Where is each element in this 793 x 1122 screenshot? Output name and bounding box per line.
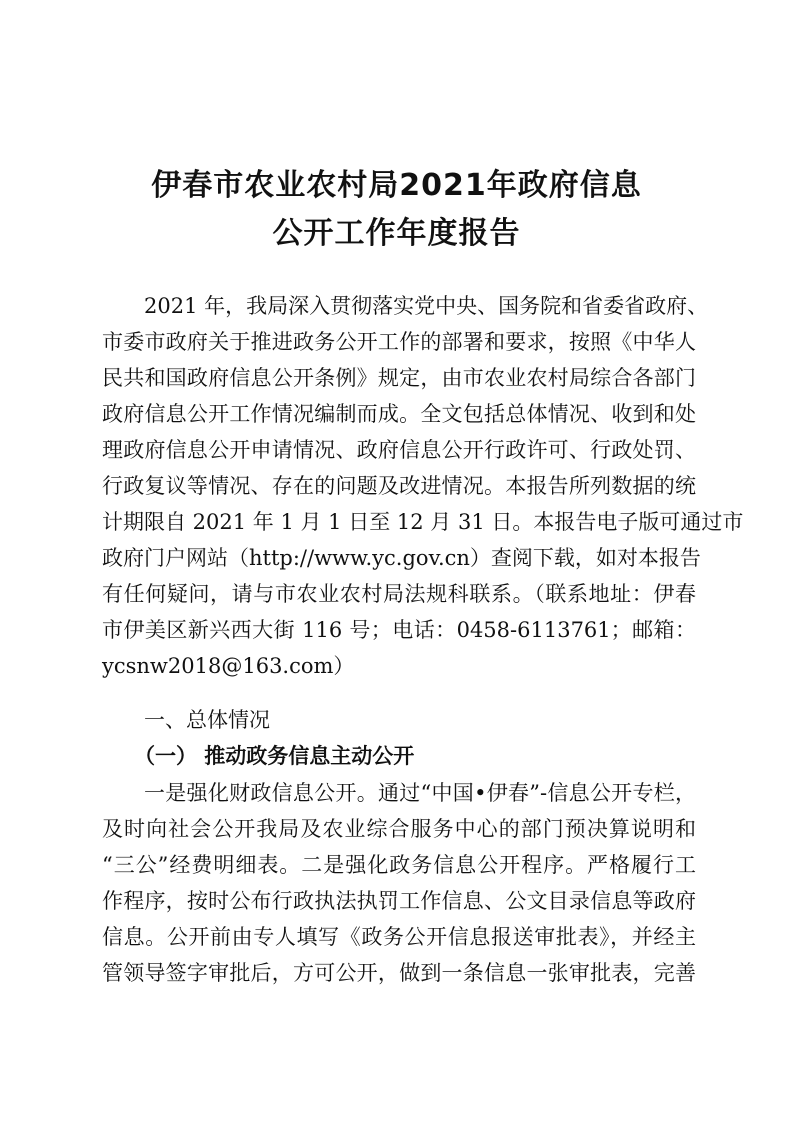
paragraph-line: 行政复议等情况、存在的问题及改进情况。本报告所列数据的统 — [102, 474, 696, 498]
intro-paragraph — [102, 288, 744, 684]
subsection-heading: （一） 推动政务信息主动公开 — [134, 744, 415, 768]
paragraph-line: 一是强化财政信息公开。通过“中国•伊春”-信息公开专栏， — [144, 781, 696, 805]
document-title-line-1: 伊春市农业农村局2021年政府信息 — [151, 168, 642, 203]
paragraph-line: 市伊美区新兴西大街 116 号；电话：0458-6113761；邮箱： — [102, 618, 696, 642]
paragraph-line: ycsnw2018@163.com） — [102, 654, 355, 678]
paragraph-line: 有任何疑问，请与市农业农村局法规科联系。（联系地址：伊春 — [102, 582, 696, 606]
paragraph-line: 及时向社会公开我局及农业综合服务中心的部门预决算说明和 — [102, 817, 696, 841]
paragraph-line: 民共和国政府信息公开条例》规定，由市农业农村局综合各部门 — [102, 366, 696, 390]
paragraph-line: 政府信息公开工作情况编制而成。全文包括总体情况、收到和处 — [102, 402, 696, 426]
paragraph-line: 理政府信息公开申请情况、政府信息公开行政许可、行政处罚、 — [102, 438, 696, 462]
paragraph-line: 市委市政府关于推进政务公开工作的部署和要求，按照《中华人 — [102, 330, 696, 354]
section-paragraph — [102, 775, 696, 991]
paragraph-line: 2021 年，我局深入贯彻落实党中央、国务院和省委省政府、 — [144, 294, 709, 318]
document-title-line-2: 公开工作年度报告 — [272, 216, 521, 251]
paragraph-line: 作程序，按时公布行政执法执罚工作信息、公文目录信息等政府 — [102, 889, 696, 913]
paragraph-line: “三公”经费明细表。二是强化政务信息公开程序。严格履行工 — [102, 853, 696, 877]
paragraph-line: 计期限自 2021 年 1 月 1 日至 12 月 31 日。本报告电子版可通过市 — [102, 510, 744, 534]
paragraph-line: 政府门户网站（http://www.yc.gov.cn）查阅下载，如对本报告 — [102, 546, 701, 570]
paragraph-line: 信息。公开前由专人填写《政务公开信息报送审批表》，并经主 — [102, 925, 696, 949]
section-heading: 一、总体情况 — [144, 708, 270, 732]
paragraph-line: 管领导签字审批后，方可公开，做到一条信息一张审批表，完善 — [102, 961, 696, 985]
